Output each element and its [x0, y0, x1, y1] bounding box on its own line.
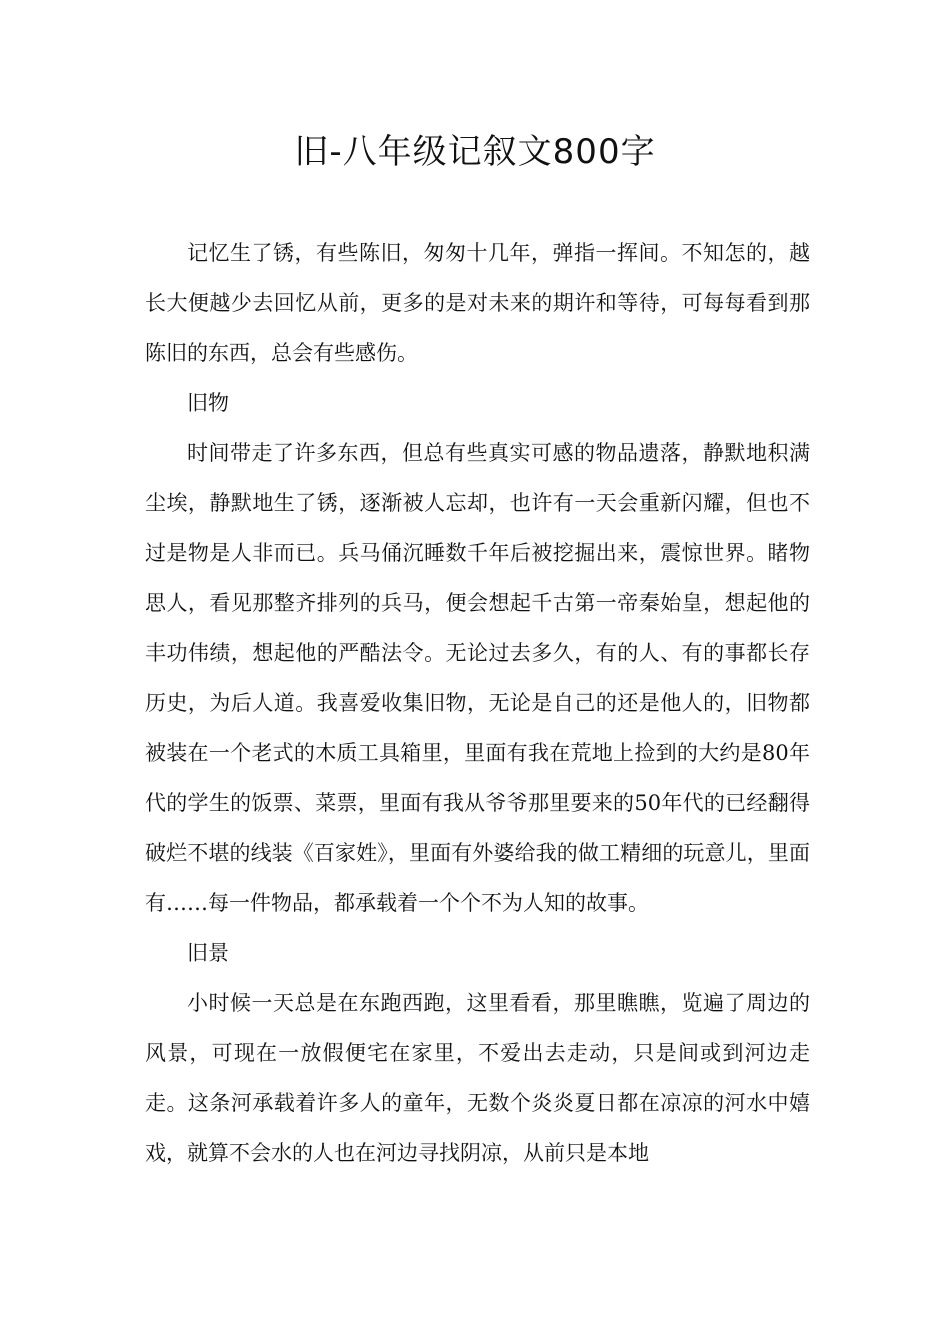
document-body — [145, 228, 810, 1178]
paragraph-old-objects: 时间带走了许多东西，但总有些真实可感的物品遗落，静默地积满尘埃，静默地生了锈，逐渐被人忘却，也许有一天会重新闪耀，但也不过是物是人非而已。兵马俑沉睡数千年后被挖掘出来，震惊世界。睹物思人，看见那整齐排列的兵马，便会想起千古第一帝秦始皇，想起他的丰功伟绩，想起他的严酷法令。无论过去多久，有的人、有的事都长存历史，为后人道。我喜爱收集旧物，无论是自己的还是他人的，旧物都被装在一个老式的木质工具箱里，里面有我在荒地上捡到的大约是80年代的学生的饭票、菜票，里面有我从爷爷那里要来的50年代的已经翻得破烂不堪的线装《百家姓》，里面有外婆给我的做工精细的玩意儿，里面有……每一件物品，都承载着一个个不为人知的故事。 — [145, 441, 810, 915]
paragraph-intro: 记忆生了锈，有些陈旧，匆匆十几年，弹指一挥间。不知怎的，越长大便越少去回忆从前，更多的是对未来的期许和等待，可每每看到那陈旧的东西，总会有些感伤。 — [145, 241, 810, 365]
section-heading-old-scenery: 旧景 — [187, 941, 229, 965]
section-heading-old-objects: 旧物 — [187, 391, 229, 415]
paragraph-old-scenery: 小时候一天总是在东跑西跑，这里看看，那里瞧瞧，览遍了周边的风景，可现在一放假便宅在家里，不爱出去走动，只是间或到河边走走。这条河承载着许多人的童年，无数个炎炎夏日都在凉凉的河水中嬉戏，就算不会水的人也在河边寻找阴凉，从前只是本地 — [145, 991, 810, 1165]
document-title: 旧-八年级记叙文800字 — [294, 132, 656, 172]
